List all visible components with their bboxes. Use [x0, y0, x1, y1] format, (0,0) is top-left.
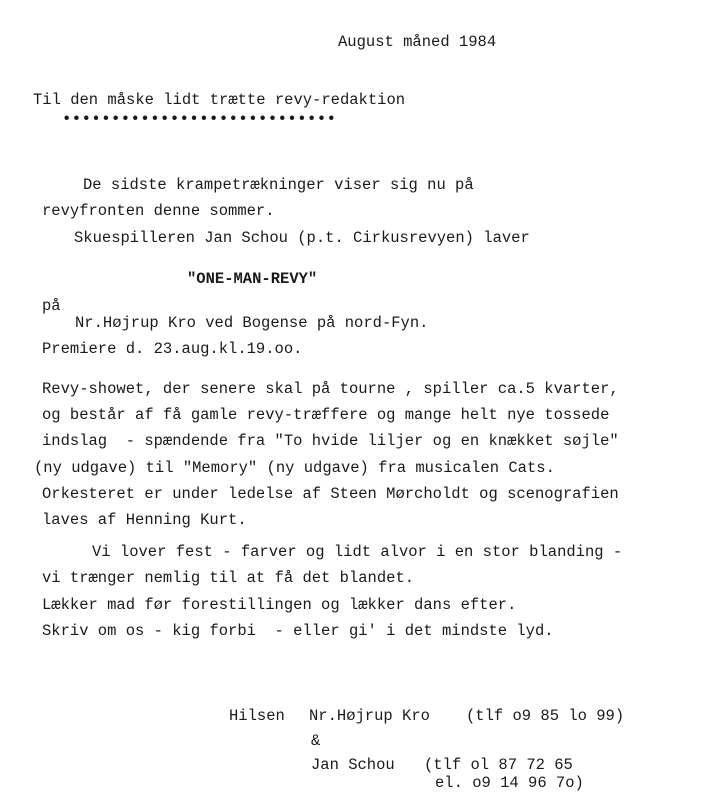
signature-ampersand: & — [311, 732, 321, 750]
signature-greeting: Hilsen — [229, 707, 285, 725]
body-line: (ny udgave) til "Memory" (ny udgave) fra musicalen Cats. — [34, 459, 555, 477]
body-line: Skriv om os - kig forbi - eller gi' i det mindste lyd. — [42, 622, 554, 640]
body-line: Vi lover fest - farver og lidt alvor i en stor blanding - — [92, 543, 623, 561]
signature-sender-kro: Nr.Højrup Kro — [309, 707, 430, 725]
body-line: Skuespilleren Jan Schou (p.t. Cirkusrevyen) laver — [74, 229, 530, 247]
body-line: Revy-showet, der senere skal på tourne , spiller ca.5 kvarter, — [42, 380, 619, 398]
body-line: Orkesteret er under ledelse af Steen Mørcholdt og scenografien — [42, 485, 619, 503]
body-line: og består af få gamle revy-træffere og mange helt nye tossede — [42, 406, 610, 424]
signature-sender-schou: Jan Schou — [311, 756, 395, 774]
signature-phone-kro: (tlf o9 85 lo 99) — [466, 707, 625, 725]
body-line: laves af Henning Kurt. — [42, 511, 247, 529]
body-line: revyfronten denne sommer. — [42, 202, 275, 220]
body-line: indslag - spændende fra "To hvide liljer og en knækket søjle" — [42, 432, 619, 450]
body-line: på — [42, 297, 61, 315]
dotted-underline: •••••••••••••••••••••••••••• — [62, 110, 337, 128]
addressee-line: Til den måske lidt trætte revy-redaktion — [33, 91, 406, 109]
signature-phone-schou-alt: el. o9 14 96 7o) — [435, 774, 584, 792]
body-line: Lækker mad før forestillingen og lækker dans efter. — [42, 596, 517, 614]
body-line: vi trænger nemlig til at få det blandet. — [42, 569, 415, 587]
body-line: Nr.Højrup Kro ved Bogense på nord-Fyn. — [75, 314, 429, 332]
signature-phone-schou: (tlf ol 87 72 65 — [424, 756, 573, 774]
show-title: "ONE-MAN-REVY" — [187, 270, 318, 288]
body-line: Premiere d. 23.aug.kl.19.oo. — [42, 340, 303, 358]
body-line: De sidste krampetrækninger viser sig nu på — [83, 176, 474, 194]
date-line: August måned 1984 — [338, 33, 497, 51]
